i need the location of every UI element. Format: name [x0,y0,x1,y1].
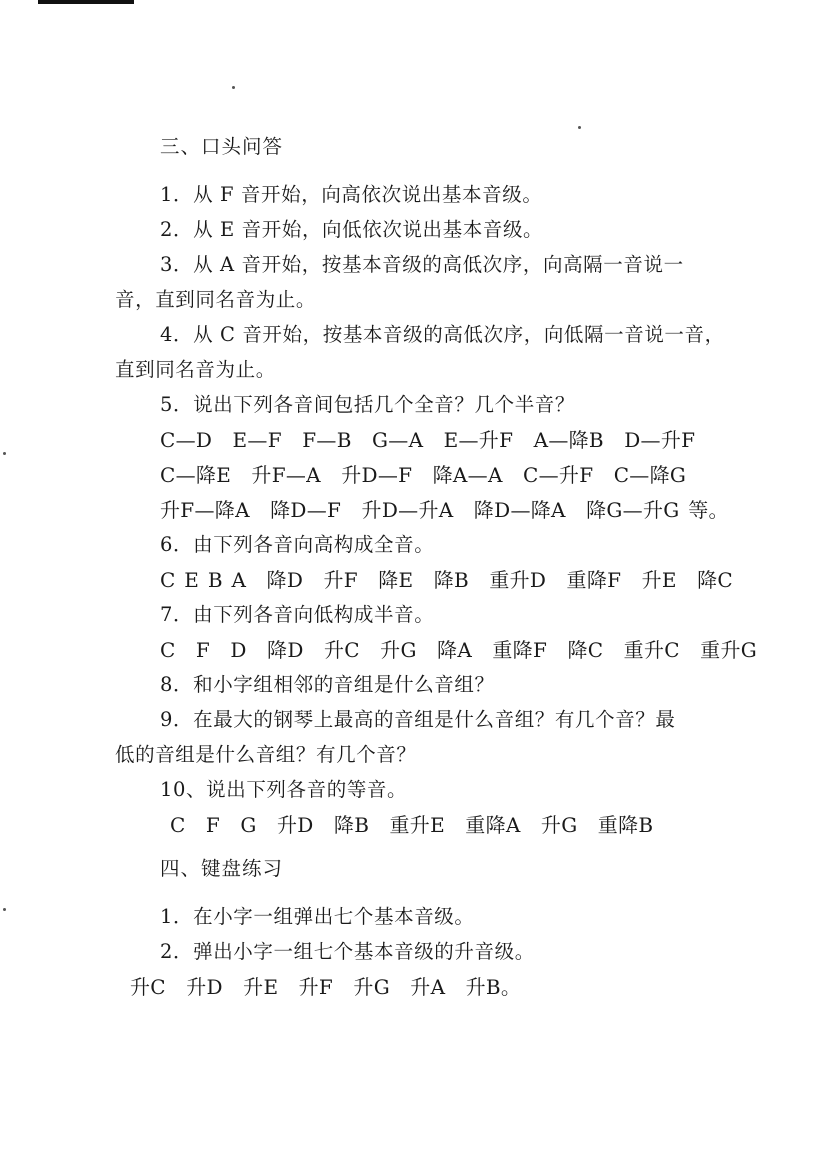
question-8: 8．和小字组相邻的音组是什么音组？ [160,673,495,696]
section-heading-keyboard-practice: 四、键盘练习 [160,857,284,880]
question-3-line-2: 音，直到同名音为止。 [115,288,317,311]
enharmonic-notes: C F G 升D 降B 重升E 重降A 升G 重降B [170,813,654,837]
question-2: 2．从 E 音开始，向低依次说出基本音级。 [160,218,544,241]
question-3-line-1: 3．从 A 音开始，按基本音级的高低次序，向高隔一音说一 [160,253,684,276]
scan-speck [232,86,235,89]
whole-tone-notes: C E B A 降D 升F 降E 降B 重升D 重降F 升E 降C [160,568,734,592]
top-edge-rule [38,0,134,4]
question-4-line-1: 4．从 C 音开始，按基本音级的高低次序，向低隔一音说一音， [160,323,725,346]
question-10: 10、说出下列各音的等音。 [160,778,408,801]
scan-speck [3,908,6,911]
semitone-notes: C F D 降D 升C 升G 降A 重降F 降C 重升C 重升G [160,638,758,662]
interval-list-row-3: 升F—降A 降D—F 升D—升A 降D—降A 降G—升G 等。 [160,498,729,522]
question-9-line-2: 低的音组是什么音组？有几个音？ [115,743,417,766]
scan-speck [578,126,581,129]
sharp-notes-list: 升C 升D 升E 升F 升G 升A 升B。 [130,975,522,999]
question-9-line-1: 9．在最大的钢琴上最高的音组是什么音组？有几个音？最 [160,708,676,731]
interval-list-row-2: C—降E 升F—A 升D—F 降A—A C—升F C—降G [160,463,687,487]
scan-speck [3,452,6,455]
question-7: 7．由下列各音向低构成半音。 [160,603,435,626]
interval-list-row-1: C—D E—F F—B G—A E—升F A—降B D—升F [160,428,696,452]
question-1: 1．从 F 音开始，向高依次说出基本音级。 [160,183,543,206]
question-4-line-2: 直到同名音为止。 [115,358,276,381]
section-heading-oral-qa: 三、口头问答 [160,135,284,158]
exercise-2: 2．弹出小字一组七个基本音级的升音级。 [160,940,535,963]
exercise-1: 1．在小字一组弹出七个基本音级。 [160,905,475,928]
question-6: 6．由下列各音向高构成全音。 [160,533,435,556]
question-5: 5．说出下列各音间包括几个全音？几个半音？ [160,393,576,416]
